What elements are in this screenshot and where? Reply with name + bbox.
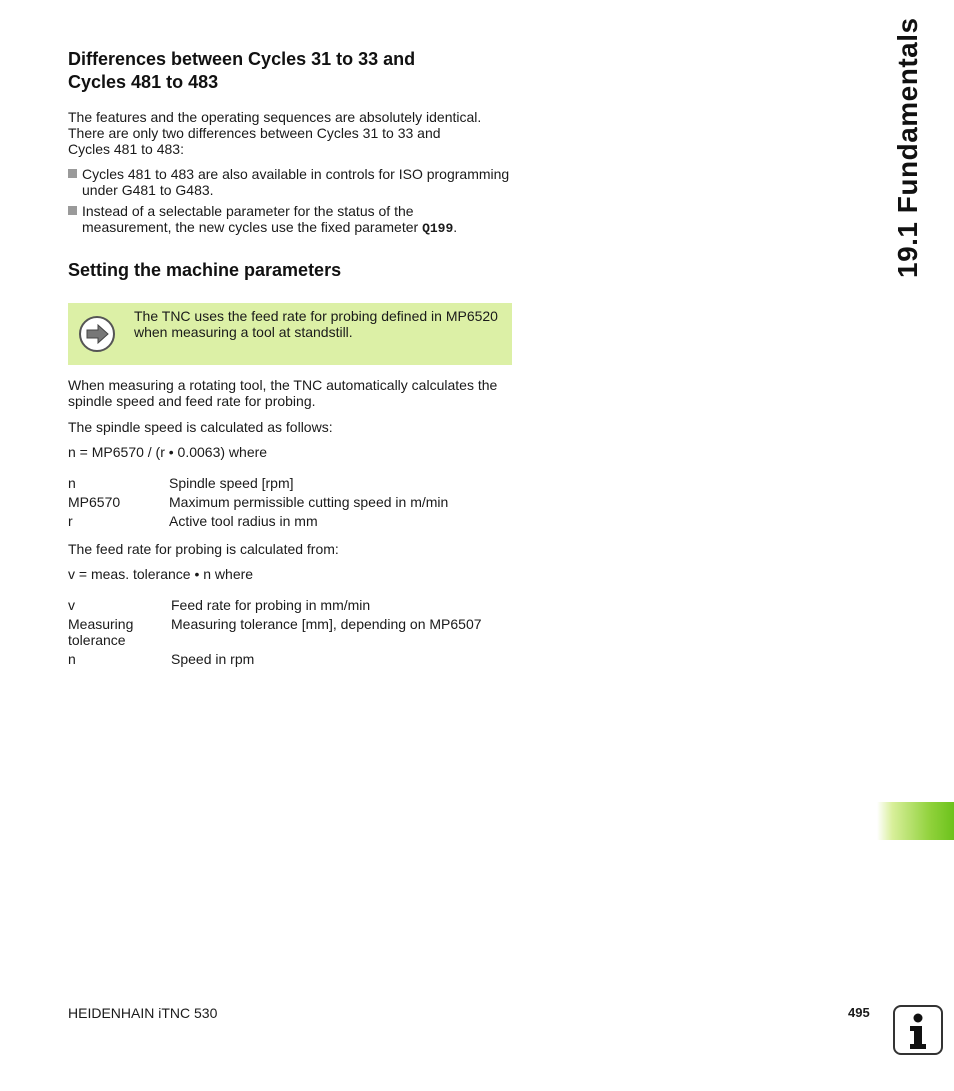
bullet-square-icon xyxy=(68,206,77,215)
feed-rate-intro: The feed rate for probing is calculated from: xyxy=(68,541,339,557)
chapter-tab-marker xyxy=(877,802,954,840)
bullet-item xyxy=(68,203,513,237)
text-line: When measuring a rotating tool, the TNC automatically calculates the xyxy=(68,377,498,393)
definition-description: Spindle speed [rpm] xyxy=(169,475,294,491)
definition-term: r xyxy=(68,513,73,529)
bullet-text xyxy=(82,219,513,237)
definition-description: Measuring tolerance [mm], depending on MP6507 xyxy=(171,616,482,632)
definition-term: MP6570 xyxy=(68,494,121,510)
page-number: 495 xyxy=(848,1005,870,1020)
definition-term: v xyxy=(68,597,75,613)
bullet-item xyxy=(68,166,513,198)
heading-line: Cycles 481 to 483 xyxy=(68,72,219,92)
bullet-text: Instead of a selectable parameter for the status of the xyxy=(82,203,414,219)
heading-line: Differences between Cycles 31 to 33 and xyxy=(68,49,416,69)
section-heading-differences xyxy=(68,48,528,94)
text-line: There are only two differences between Cycles 31 to 33 and xyxy=(68,125,441,141)
bullet-text: Cycles 481 to 483 are also available in controls for ISO programming xyxy=(82,166,510,182)
definition-term: n xyxy=(68,651,76,667)
text-line: Cycles 481 to 483: xyxy=(68,141,184,157)
note-line: when measuring a tool at standstill. xyxy=(134,324,353,340)
definition-term-line: tolerance xyxy=(68,632,126,648)
parameter-code: Q199 xyxy=(422,221,454,236)
info-icon xyxy=(893,1005,943,1055)
definition-description: Speed in rpm xyxy=(171,651,255,667)
chapter-side-title: 19.1 Fundamentals xyxy=(892,17,923,278)
note-line: The TNC uses the feed rate for probing defined in MP6520 xyxy=(134,308,498,324)
formula-feed-rate: v = meas. tolerance • n where xyxy=(68,566,254,582)
bullet-text: under G481 to G483. xyxy=(82,182,214,198)
definition-term: n xyxy=(68,475,76,491)
bullet-text-pre: measurement, the new cycles use the fixed parameter xyxy=(82,219,423,235)
definition-description: Feed rate for probing in mm/min xyxy=(171,597,371,613)
bullet-text-post: . xyxy=(453,219,458,235)
intro-paragraph xyxy=(68,109,518,157)
definition-description: Maximum permissible cutting speed in m/min xyxy=(169,494,449,510)
note-text xyxy=(134,308,506,340)
definition-description: Active tool radius in mm xyxy=(169,513,318,529)
bullet-square-icon xyxy=(68,169,77,178)
spindle-speed-intro: The spindle speed is calculated as follows: xyxy=(68,419,333,435)
formula-spindle-speed: n = MP6570 / (r • 0.0063) where xyxy=(68,444,268,460)
text-line: The features and the operating sequences are absolutely identical. xyxy=(68,109,482,125)
rotating-tool-paragraph xyxy=(68,377,518,409)
section-heading-machine-parameters: Setting the machine parameters xyxy=(68,260,342,280)
footer-manual-title: HEIDENHAIN iTNC 530 xyxy=(68,1005,218,1021)
definition-term-line: Measuring xyxy=(68,616,134,632)
definition-term xyxy=(68,616,133,648)
arrow-right-icon xyxy=(79,316,115,352)
text-line: spindle speed and feed rate for probing. xyxy=(68,393,316,409)
